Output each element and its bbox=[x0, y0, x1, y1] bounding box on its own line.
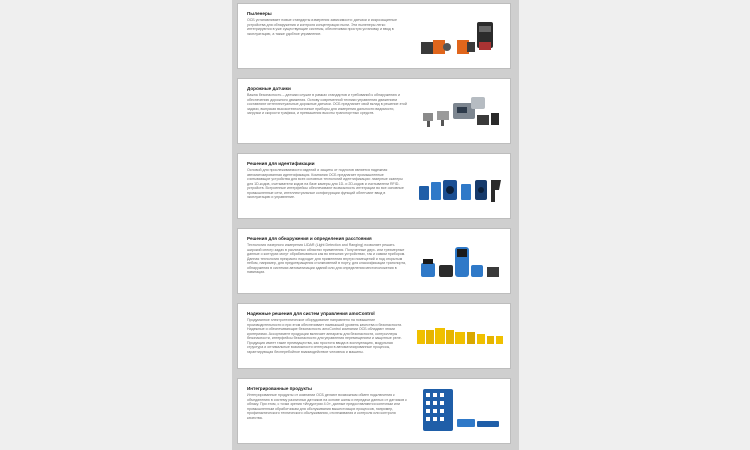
card-title: Решения для идентификации bbox=[247, 161, 315, 166]
product-card-road[interactable] bbox=[237, 78, 511, 144]
product-card-dust[interactable] bbox=[237, 3, 511, 69]
card-title: Интегрированные продукты bbox=[247, 386, 312, 391]
product-card-lidar[interactable] bbox=[237, 228, 511, 294]
card-title: Дорожные датчики bbox=[247, 86, 291, 91]
card-title: Пыленеры bbox=[247, 11, 272, 16]
card-description: Технология лазерного измерения LIDAR (Light Detection and Ranging) позволяет решать широкий спектр задач в различных областях применения. Полученные двух- или трехмерные данные о контурах могут обрабатываться как во внешних устройствах, так и самим прибором. Данная технология прекрасно подходит для применения внутри помещений и под открытым небом, например, для предотвращения столкновений в порту, для классификации транспорта, обнаружения в системах автоматизации зданий или для определения местоположения в навигации. bbox=[247, 243, 407, 274]
card-description: ОСБ устанавливает новые стандарты измерения зависимости: датчики и искрозащитные устройства для обнаружения и контроля концентрации пыли. Эти пыленеры легко интегрируются в уже существующие системы, обеспечивая простую установку и ввод в эксплуатацию, а также удобное управление. bbox=[247, 18, 397, 36]
dust-sensors-icon bbox=[413, 10, 507, 64]
product-card-identification[interactable] bbox=[237, 153, 511, 219]
lidar-scanners-icon bbox=[413, 235, 507, 289]
card-description: Важна безопасность – датчики служат в рамках стандартов и требований к обнаружению и обеспечению дорожного движения. Основу современной техники управления движением составляют интеллектуальные дорожные датчики. ОСБ предлагает свой вклад в решение этой задачи, выпуская высокотехнологичные приборы для измерения дальности видимости, загрузки и скорости трафика, и превышения высоты транспортных средств. bbox=[247, 93, 407, 115]
card-description: Продуманное электротехническое оборудование направлено на повышение производительности и при этом обеспечивает наивысший уровень качества и безопасности. Надежные и обеспечивающие безопасность amoControl компании ОСБ обладают этими критериями. Ассортимент продукции включает аппараты для безопасности, контроллеры безопасности, интерфейсы безопасности для управления перемещением и защитные реле. Продукция имеет такие преимущества, как простота ввода в эксплуатацию, модульная структура и оптимальные возможности интеграции в автоматизированные процессы, гарантирующая бесперебойное взаимодействие человека и машины. bbox=[247, 318, 403, 354]
integrated-products-icon bbox=[413, 385, 507, 439]
card-title: Решения для обнаружения и определения расстояния bbox=[247, 236, 372, 241]
card-description: Основой для прослеживаемости изделий и защиты от подлогов является надежная автоматизированная идентификация. Компания ОСБ предлагает промышленные считывающие устройства для всех основных технологий идентификации: лазерные сканеры для 1D-кодов, считыватели кодов на базе камеры для 1D- и 2D-кодов и считыватели RFID-устройств. Встроенные интерфейсы обеспечивают возможность интеграции во все основные промышленные сети, интеллектуальные конфигурации функций облегчают ввод в эксплуатацию и управление. bbox=[247, 168, 404, 199]
identification-devices-icon bbox=[413, 160, 507, 214]
product-card-integrated[interactable] bbox=[237, 378, 511, 444]
road-sensors-icon bbox=[413, 85, 507, 139]
safety-controllers-icon bbox=[413, 310, 507, 364]
card-description: Интегрированные продукты от компании ОСБ делают возможным обмен подключения к объединению в систему различных датчиков на основе шины и передачи данных от датчиков к облаку. При этом, с точки зрения «Индустрии 4.0», данные предоставляются конечным или промышленным обработчикам для обслуживания вышестоящих процессов, например, профилактического технического обслуживания, отслеживания и контроля или контроля качества. bbox=[247, 393, 407, 420]
product-card-safety[interactable] bbox=[237, 303, 511, 369]
card-title: Надежные решения для систем управления amoControl bbox=[247, 311, 375, 316]
